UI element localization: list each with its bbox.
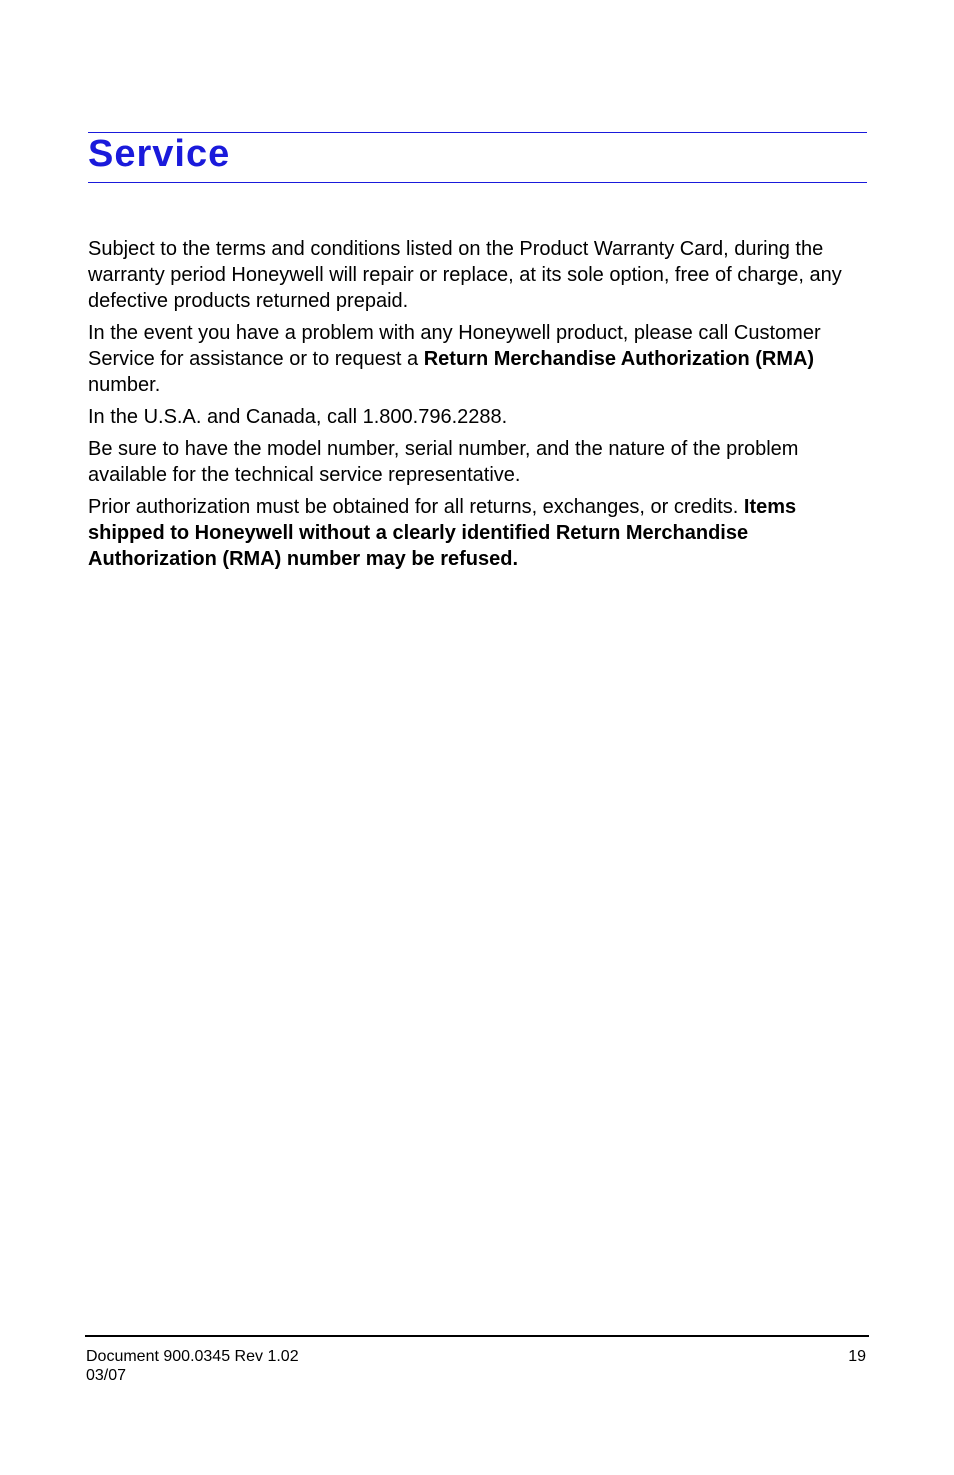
paragraph-rma-request-end: number.: [88, 374, 161, 396]
footer-divider: [85, 1335, 869, 1337]
page-title: Service: [88, 133, 231, 175]
paragraph-rma-request: [88, 320, 868, 398]
paragraph-rma-request-text: In the event you have a problem with any Honeywell product, please call Customer Service for assistance or to request a: [88, 322, 821, 370]
footer-document-info: [86, 1347, 299, 1385]
footer-page-number: 19: [848, 1348, 866, 1365]
body-content: [88, 236, 868, 578]
paragraph-phone: [88, 404, 868, 430]
paragraph-warranty-text: Subject to the terms and conditions listed on the Product Warranty Card, during the warranty period Honeywell will repair or replace, at its sole option, free of charge, any defective products returned prepaid.: [88, 238, 842, 312]
paragraph-authorization: [88, 494, 868, 572]
footer-document-number: Document 900.0345 Rev 1.02: [86, 1348, 299, 1365]
footer-date: 03/07: [86, 1367, 127, 1384]
refusal-warning: Items shipped to Honeywell without a clearly identified Return Merchandise Authorization (RMA) number may be refused.: [88, 496, 797, 570]
section-heading-block: [88, 132, 867, 183]
rma-term: Return Merchandise Authorization (RMA): [423, 348, 815, 370]
paragraph-prepare-info-text: Be sure to have the model number, serial number, and the nature of the problem available for the technical service representative.: [88, 438, 799, 486]
paragraph-authorization-text: Prior authorization must be obtained for all returns, exchanges, or credits.: [88, 496, 744, 518]
paragraph-phone-text: In the U.S.A. and Canada, call 1.800.796.2288.: [88, 406, 508, 428]
paragraph-warranty: [88, 236, 868, 314]
paragraph-prepare-info: [88, 436, 868, 488]
